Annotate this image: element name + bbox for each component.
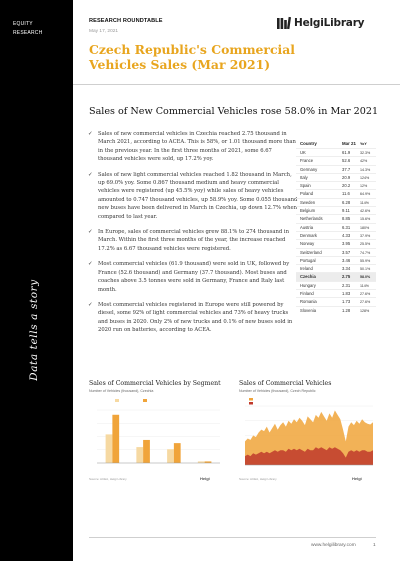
- bar: [136, 447, 143, 463]
- table-cell: 32.3%: [360, 151, 371, 155]
- table-cell: 2.75: [342, 274, 351, 280]
- logo-icon: [276, 16, 291, 31]
- table-cell: 61.9: [342, 150, 351, 155]
- bullet-text: Sales of new light commercial vehicles reached 1.82 thousand in March, up 69.0% yoy. Some 0.867 thousand medium and heavy commercial vehicles were registered (up 45.5% yoy) while sales of heavy vehicles amounted to 0.747 thousand vehicles, up 58.9% yoy. Some 0.055 thousand new buses have been delivered in March in Czechia, up down 12.7% when compared to last year.: [98, 171, 298, 220]
- bar: [143, 440, 150, 463]
- column-header: Mar 21: [342, 141, 356, 146]
- column-header: Country: [300, 141, 317, 146]
- table-row: [296, 281, 376, 289]
- check-icon: ✓: [88, 131, 93, 137]
- bar: [174, 443, 181, 463]
- table-cell: 1.28: [342, 307, 351, 313]
- bullet-item: [88, 260, 298, 294]
- category-label: EQUITY: [13, 21, 33, 27]
- check-icon: ✓: [88, 229, 93, 236]
- legend-swatch: [115, 399, 119, 402]
- chart-brand: Helgi: [200, 476, 210, 481]
- table-cell: 128%: [360, 308, 370, 313]
- table-cell: France: [300, 158, 314, 164]
- table-cell: 52.6: [342, 158, 351, 164]
- table-cell: 25.5%: [360, 242, 371, 247]
- table-cell: 11.6: [342, 191, 350, 197]
- column-header: YoY: [360, 142, 367, 146]
- table-cell: 37.7: [342, 166, 351, 172]
- table-cell: 20.9: [342, 174, 351, 180]
- table-body: [296, 148, 376, 314]
- table-cell: 4.33: [342, 232, 351, 238]
- table-cell: UK: [300, 150, 306, 155]
- table-cell: 180%: [360, 225, 370, 230]
- table-row: [296, 256, 376, 264]
- bullet-list: [88, 130, 298, 342]
- tagline: Data tells a story: [28, 279, 40, 381]
- bullet-text: Sales of new commercial vehicles in Czechia reached 2.75 thousand in March 2021, according to ACEA. This is 58%, or 1.01 thousand more than in the previous year. In the first three months of 2021, some 6.67 thousand vehicles were sold, up 17.2% yoy.: [98, 131, 296, 163]
- bar: [106, 434, 113, 463]
- table-row: [296, 206, 376, 214]
- brand-logo[interactable]: [276, 14, 364, 32]
- footer-divider: [89, 537, 376, 538]
- table-cell: 37.9%: [360, 233, 371, 238]
- bullet-text: Most commercial vehicles registered in Europe were still powered by diesel, some 92% of light commercial vehicles and 73% of heavy trucks and buses in 2020. Only 2% of new trucks and 0.1% of new buses sold in 2020 run on batteries, according to ACEA.: [98, 301, 293, 334]
- chart-title: Sales of Commercial Vehicles by Segment: [89, 380, 221, 387]
- website-link[interactable]: www.helgilibrary.com: [311, 543, 356, 548]
- table-cell: Finland: [300, 291, 314, 297]
- table-cell: Poland: [300, 191, 314, 197]
- bar: [112, 415, 119, 463]
- report-date: May 17, 2021: [89, 29, 119, 34]
- chart-subtitle: Number of Vehicles (thousand), Czechia: [89, 389, 154, 393]
- table-cell: Hungary: [300, 282, 316, 288]
- table-cell: 6.31: [342, 224, 351, 230]
- table-row: [296, 248, 376, 256]
- table-row: [296, 181, 376, 189]
- table-cell: Netherlands: [300, 216, 323, 222]
- chart-source: Source: ACEA, Helgi Library: [239, 477, 277, 481]
- table-row: [296, 264, 376, 272]
- table-cell: Belgium: [300, 208, 316, 214]
- bullet-item: [88, 171, 298, 221]
- table-cell: 74.7%: [360, 250, 371, 255]
- header: [73, 0, 400, 85]
- sales-area-chart: [239, 396, 376, 473]
- table-row: [296, 214, 376, 222]
- table-row: [296, 189, 376, 197]
- headline: Sales of New Commercial Vehicles rose 58.0% in Mar 2021: [89, 106, 379, 117]
- table-cell: 114%: [360, 283, 369, 288]
- chart-source: Source: ACEA, Helgi Library: [89, 477, 127, 481]
- table-cell: 64.9%: [360, 192, 371, 197]
- table-cell: Portugal: [300, 257, 316, 263]
- table-cell: 2.31: [342, 282, 351, 288]
- table-cell: 20.2: [342, 183, 351, 189]
- bullet-text: Most commercial vehicles (61.9 thousand) were sold in UK, followed by France (52.6 thousand) and Germany (37.7 thousand). Most buses and coaches above 3.5 tonnes were sold in Germany, France and Italy last month.: [98, 261, 290, 293]
- table-cell: Switzerland: [300, 249, 322, 255]
- table-cell: Romania: [300, 299, 317, 305]
- table-cell: 58.0%: [360, 275, 371, 280]
- chart-brand: Helgi: [352, 476, 362, 481]
- table-row: [296, 198, 376, 206]
- table-cell: 8.85: [342, 216, 351, 222]
- country-table: [296, 140, 376, 314]
- table-cell: Slovenia: [300, 307, 317, 313]
- bullet-item: [88, 301, 298, 335]
- table-cell: 14.3%: [360, 167, 371, 172]
- table-cell: Norway: [300, 241, 315, 247]
- table-row: [296, 148, 376, 156]
- page-number: 1: [373, 543, 376, 548]
- table-cell: 15.6%: [360, 217, 371, 222]
- table-row: [296, 239, 376, 247]
- table-cell: 42.6%: [360, 209, 371, 214]
- legend-swatch: [249, 398, 253, 401]
- table-row: [296, 173, 376, 181]
- table-cell: 6.28: [342, 199, 351, 205]
- table-row: [296, 289, 376, 297]
- page-title: Czech Republic's Commercial Vehicles Sales (Mar 2021): [89, 42, 295, 72]
- legend-swatch: [249, 402, 253, 405]
- chart-subtitle: Number of Vehicles (thousand), Czech Republic: [239, 389, 316, 393]
- brand-name: HelgiLibrary: [294, 17, 365, 29]
- table-cell: 124%: [360, 175, 370, 180]
- table-cell: 12%: [360, 184, 368, 189]
- bullet-item: [88, 130, 298, 164]
- table-row: [296, 156, 376, 164]
- table-cell: Sweden: [300, 199, 316, 205]
- category-label: RESEARCH: [13, 30, 43, 36]
- legend-swatch: [143, 399, 147, 402]
- table-row: [296, 297, 376, 305]
- table-cell: 1.73: [342, 299, 351, 305]
- table-cell: 9.11: [342, 208, 350, 214]
- sidebar: [0, 0, 73, 561]
- segment-bar-chart: [89, 396, 224, 473]
- bullet-text: In Europe, sales of commercial vehicles grew 88.1% to 274 thousand in March. Within the first three months of the year, the increase reached 17.2% as 6.67 thousand vehicles were registered.: [98, 229, 289, 252]
- table-cell: 27.6%: [360, 292, 371, 297]
- table-cell: 1.83: [342, 291, 351, 297]
- check-icon: ✓: [88, 301, 93, 308]
- table-header: [296, 140, 376, 148]
- check-icon: ✓: [88, 171, 93, 178]
- table-cell: 27.6%: [360, 300, 371, 305]
- table-cell: 42%: [360, 159, 368, 164]
- table-cell: 3.34: [342, 266, 351, 272]
- table-cell: Denmark: [300, 232, 317, 238]
- bullet-item: [88, 228, 298, 253]
- table-row: [296, 223, 376, 231]
- table-cell: Germany: [300, 166, 318, 172]
- table-cell: 3.95: [342, 241, 351, 247]
- check-icon: ✓: [88, 261, 93, 268]
- table-row: [296, 231, 376, 239]
- table-cell: 114%: [360, 200, 369, 205]
- table-cell: Austria: [300, 224, 314, 230]
- table-cell: Spain: [300, 183, 311, 189]
- table-cell: Czechia: [300, 274, 316, 280]
- table-row: [296, 165, 376, 173]
- table-cell: 3.46: [342, 257, 351, 263]
- table-cell: Italy: [300, 174, 308, 180]
- table-row: [296, 272, 376, 280]
- table-cell: 55.9%: [360, 258, 371, 263]
- table-cell: 3.57: [342, 249, 351, 255]
- report-type: RESEARCH ROUNDTABLE: [89, 18, 163, 24]
- chart-title: Sales of Commercial Vehicles: [239, 380, 332, 387]
- table-cell: 50.1%: [360, 267, 371, 272]
- table-cell: Ireland: [300, 266, 313, 272]
- table-row: [296, 306, 376, 314]
- bar: [167, 449, 174, 463]
